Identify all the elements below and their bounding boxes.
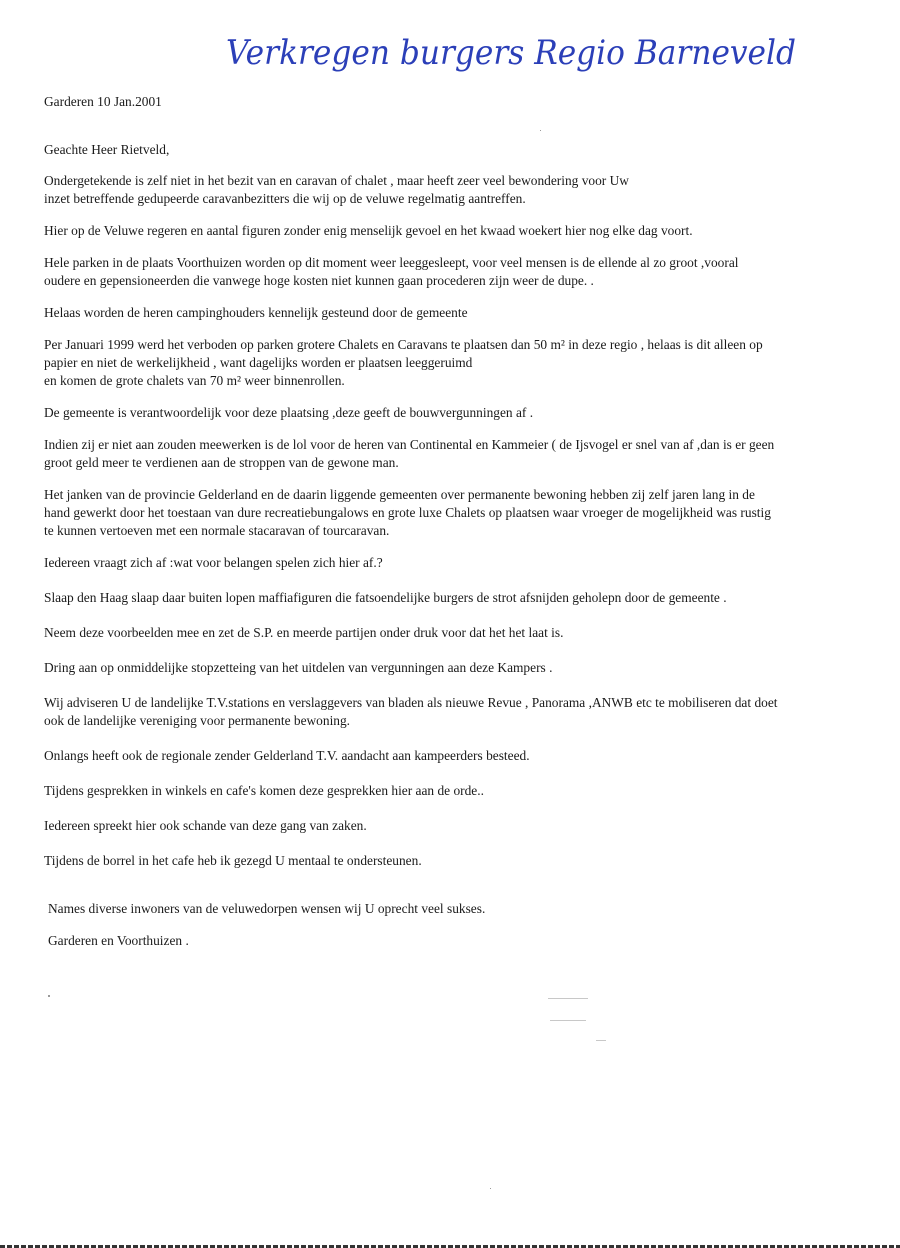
letter-paragraph: Helaas worden de heren campinghouders kennelijk gesteund door de gemeente <box>44 305 468 320</box>
letter-paragraph: Tijdens de borrel in het cafe heb ik gezegd U mentaal te ondersteunen. <box>44 853 422 868</box>
scan-mark <box>596 1040 606 1041</box>
letter-paragraph: Wij adviseren U de landelijke T.V.stations en verslaggevers van bladen als nieuwe Revue , Panorama ,ANWB etc te mobiliseren dat doet ook de landelijke vereniging voor permanente bewoning. <box>44 695 778 728</box>
letter-salutation: Geachte Heer Rietveld, <box>44 142 170 157</box>
letter-paragraph: Onlangs heeft ook de regionale zender Gelderland T.V. aandacht aan kampeerders besteed. <box>44 748 530 763</box>
letter-place-line: Garderen en Voorthuizen . <box>48 933 189 948</box>
letter-paragraph: Indien zij er niet aan zouden meewerken is de lol voor de heren van Continental en Kammeier ( de Ijsvogel er snel van af ,dan is er geen groot geld meer te verdienen aan de stroppen van de gewone man. <box>44 437 775 470</box>
letter-paragraph: Neem deze voorbeelden mee en zet de S.P. en meerde partijen onder druk voor dat het het laat is. <box>44 625 564 640</box>
letter-date: Garderen 10 Jan.2001 <box>44 94 162 109</box>
scan-mark <box>550 1020 586 1021</box>
letter-paragraph: Iedereen spreekt hier ook schande van deze gang van zaken. <box>44 818 367 833</box>
letter-paragraph: Per Januari 1999 werd het verboden op parken grotere Chalets en Caravans te plaatsen dan 50 m² in deze regio , helaas is dit alleen op papier en niet de werkelijkheid , want dagelijks worden er plaatsen leeggeruimd en komen de grote chalets van 70 m² weer binnenrollen. <box>44 337 763 388</box>
letter-paragraph: Tijdens gesprekken in winkels en cafe's komen deze gesprekken hier aan de orde.. <box>44 783 484 798</box>
letter-paragraph: Ondergetekende is zelf niet in het bezit van en caravan of chalet , maar heeft zeer veel bewondering voor Uw inzet betreffende gedupeerde caravanbezitters die wij op de veluwe regelmatig aantreffen. <box>44 173 629 206</box>
handwritten-title-text: Verkregen burgers Regio Barneveld <box>226 33 796 73</box>
letter-paragraph: Hier op de Veluwe regeren en aantal figuren zonder enig menselijk gevoel en het kwaad woekert hier nog elke dag voort. <box>44 223 693 238</box>
letter-closing: Names diverse inwoners van de veluwedorpen wensen wij U oprecht veel sukses. <box>48 901 486 916</box>
handwritten-title <box>222 18 802 88</box>
letter-paragraph: Hele parken in de plaats Voorthuizen worden op dit moment weer leeggesleept, voor veel mensen is de ellende al zo groot ,vooral oudere en gepensioneerden die vanwege hoge kosten niet kunnen gaan procederen zijn weer de dupe. . <box>44 255 739 288</box>
scan-mark <box>548 998 588 999</box>
letter-body <box>44 93 856 950</box>
letter-paragraph: Het janken van de provincie Gelderland en de daarin liggende gemeenten over permanente bewoning hebben zij zelf jaren lang in de hand gewerkt door het toestaan van dure recreatiebungalows en grote luxe Chalets op plaatsen waar vroeger de mogelijkheid was rustig te kunnen vertoeven met een normale stacaravan of tourcaravan. <box>44 487 771 538</box>
letter-paragraph: Slaap den Haag slaap daar buiten lopen maffiafiguren die fatsoendelijke burgers de strot afsnijden geholepn door de gemeente . <box>44 590 727 605</box>
letter-paragraph: De gemeente is verantwoordelijk voor deze plaatsing ,deze geeft de bouwvergunningen af . <box>44 405 534 420</box>
scan-speck <box>490 1188 491 1189</box>
scan-speck <box>540 130 541 131</box>
handwritten-title-svg <box>222 18 802 88</box>
letter-paragraph: Dring aan op onmiddelijke stopzetteing van het uitdelen van vergunningen aan deze Kampers . <box>44 660 553 675</box>
scan-speck <box>48 995 50 997</box>
letter-paragraph: Iedereen vraagt zich af :wat voor belangen spelen zich hier af.? <box>44 555 383 570</box>
